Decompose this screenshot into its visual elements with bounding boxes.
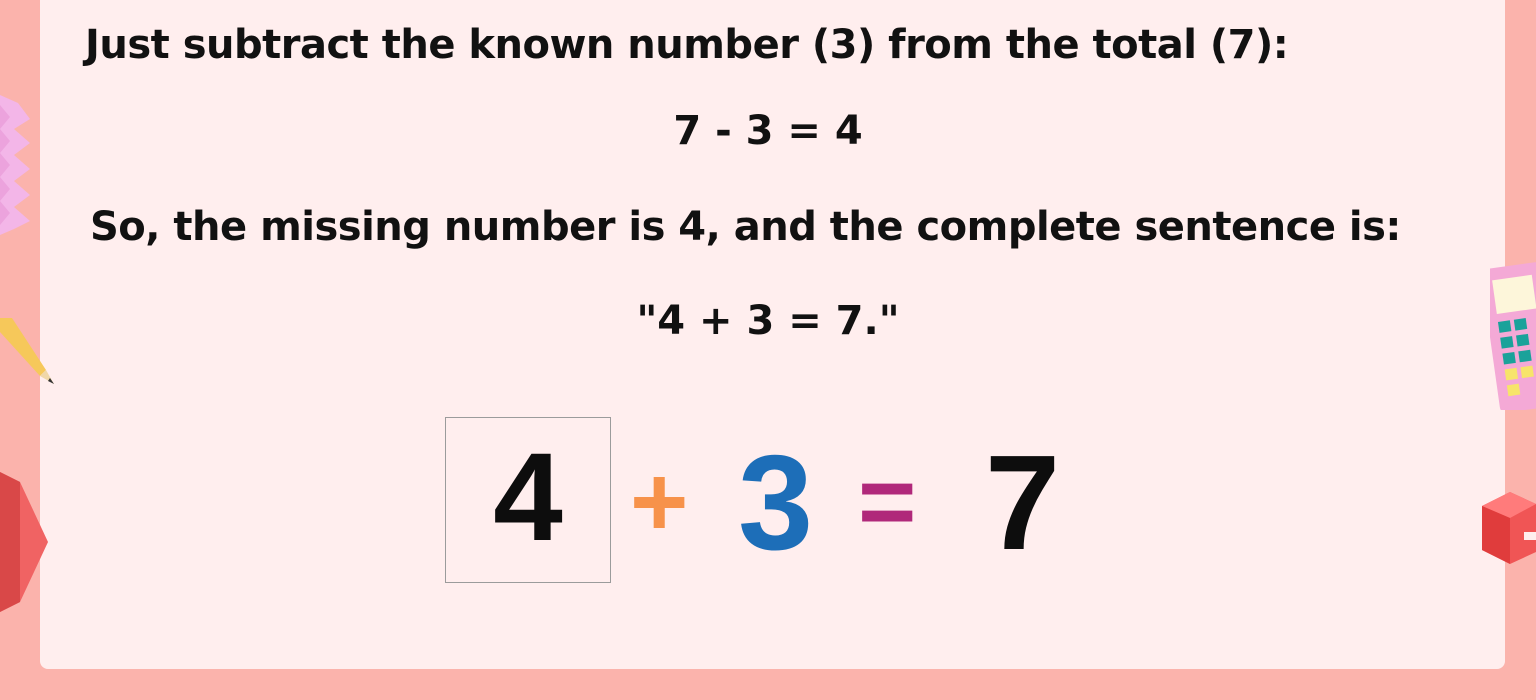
equals-sign: = xyxy=(858,446,917,558)
addend-number: 3 xyxy=(738,427,814,578)
red-3d-block-icon xyxy=(1482,492,1536,564)
plus-sign: + xyxy=(630,446,689,558)
complete-sentence-equation: "4 + 3 = 7." xyxy=(636,298,900,344)
total-number: 7 xyxy=(985,427,1061,578)
subtraction-equation: 7 - 3 = 4 xyxy=(673,108,863,154)
answer-number: 4 xyxy=(493,428,563,567)
red-cube-icon xyxy=(0,472,50,612)
explanation-line-conclusion: So, the missing number is 4, and the complete sentence is: xyxy=(90,204,1401,250)
explanation-line-subtract: Just subtract the known number (3) from the total (7): xyxy=(85,22,1289,68)
